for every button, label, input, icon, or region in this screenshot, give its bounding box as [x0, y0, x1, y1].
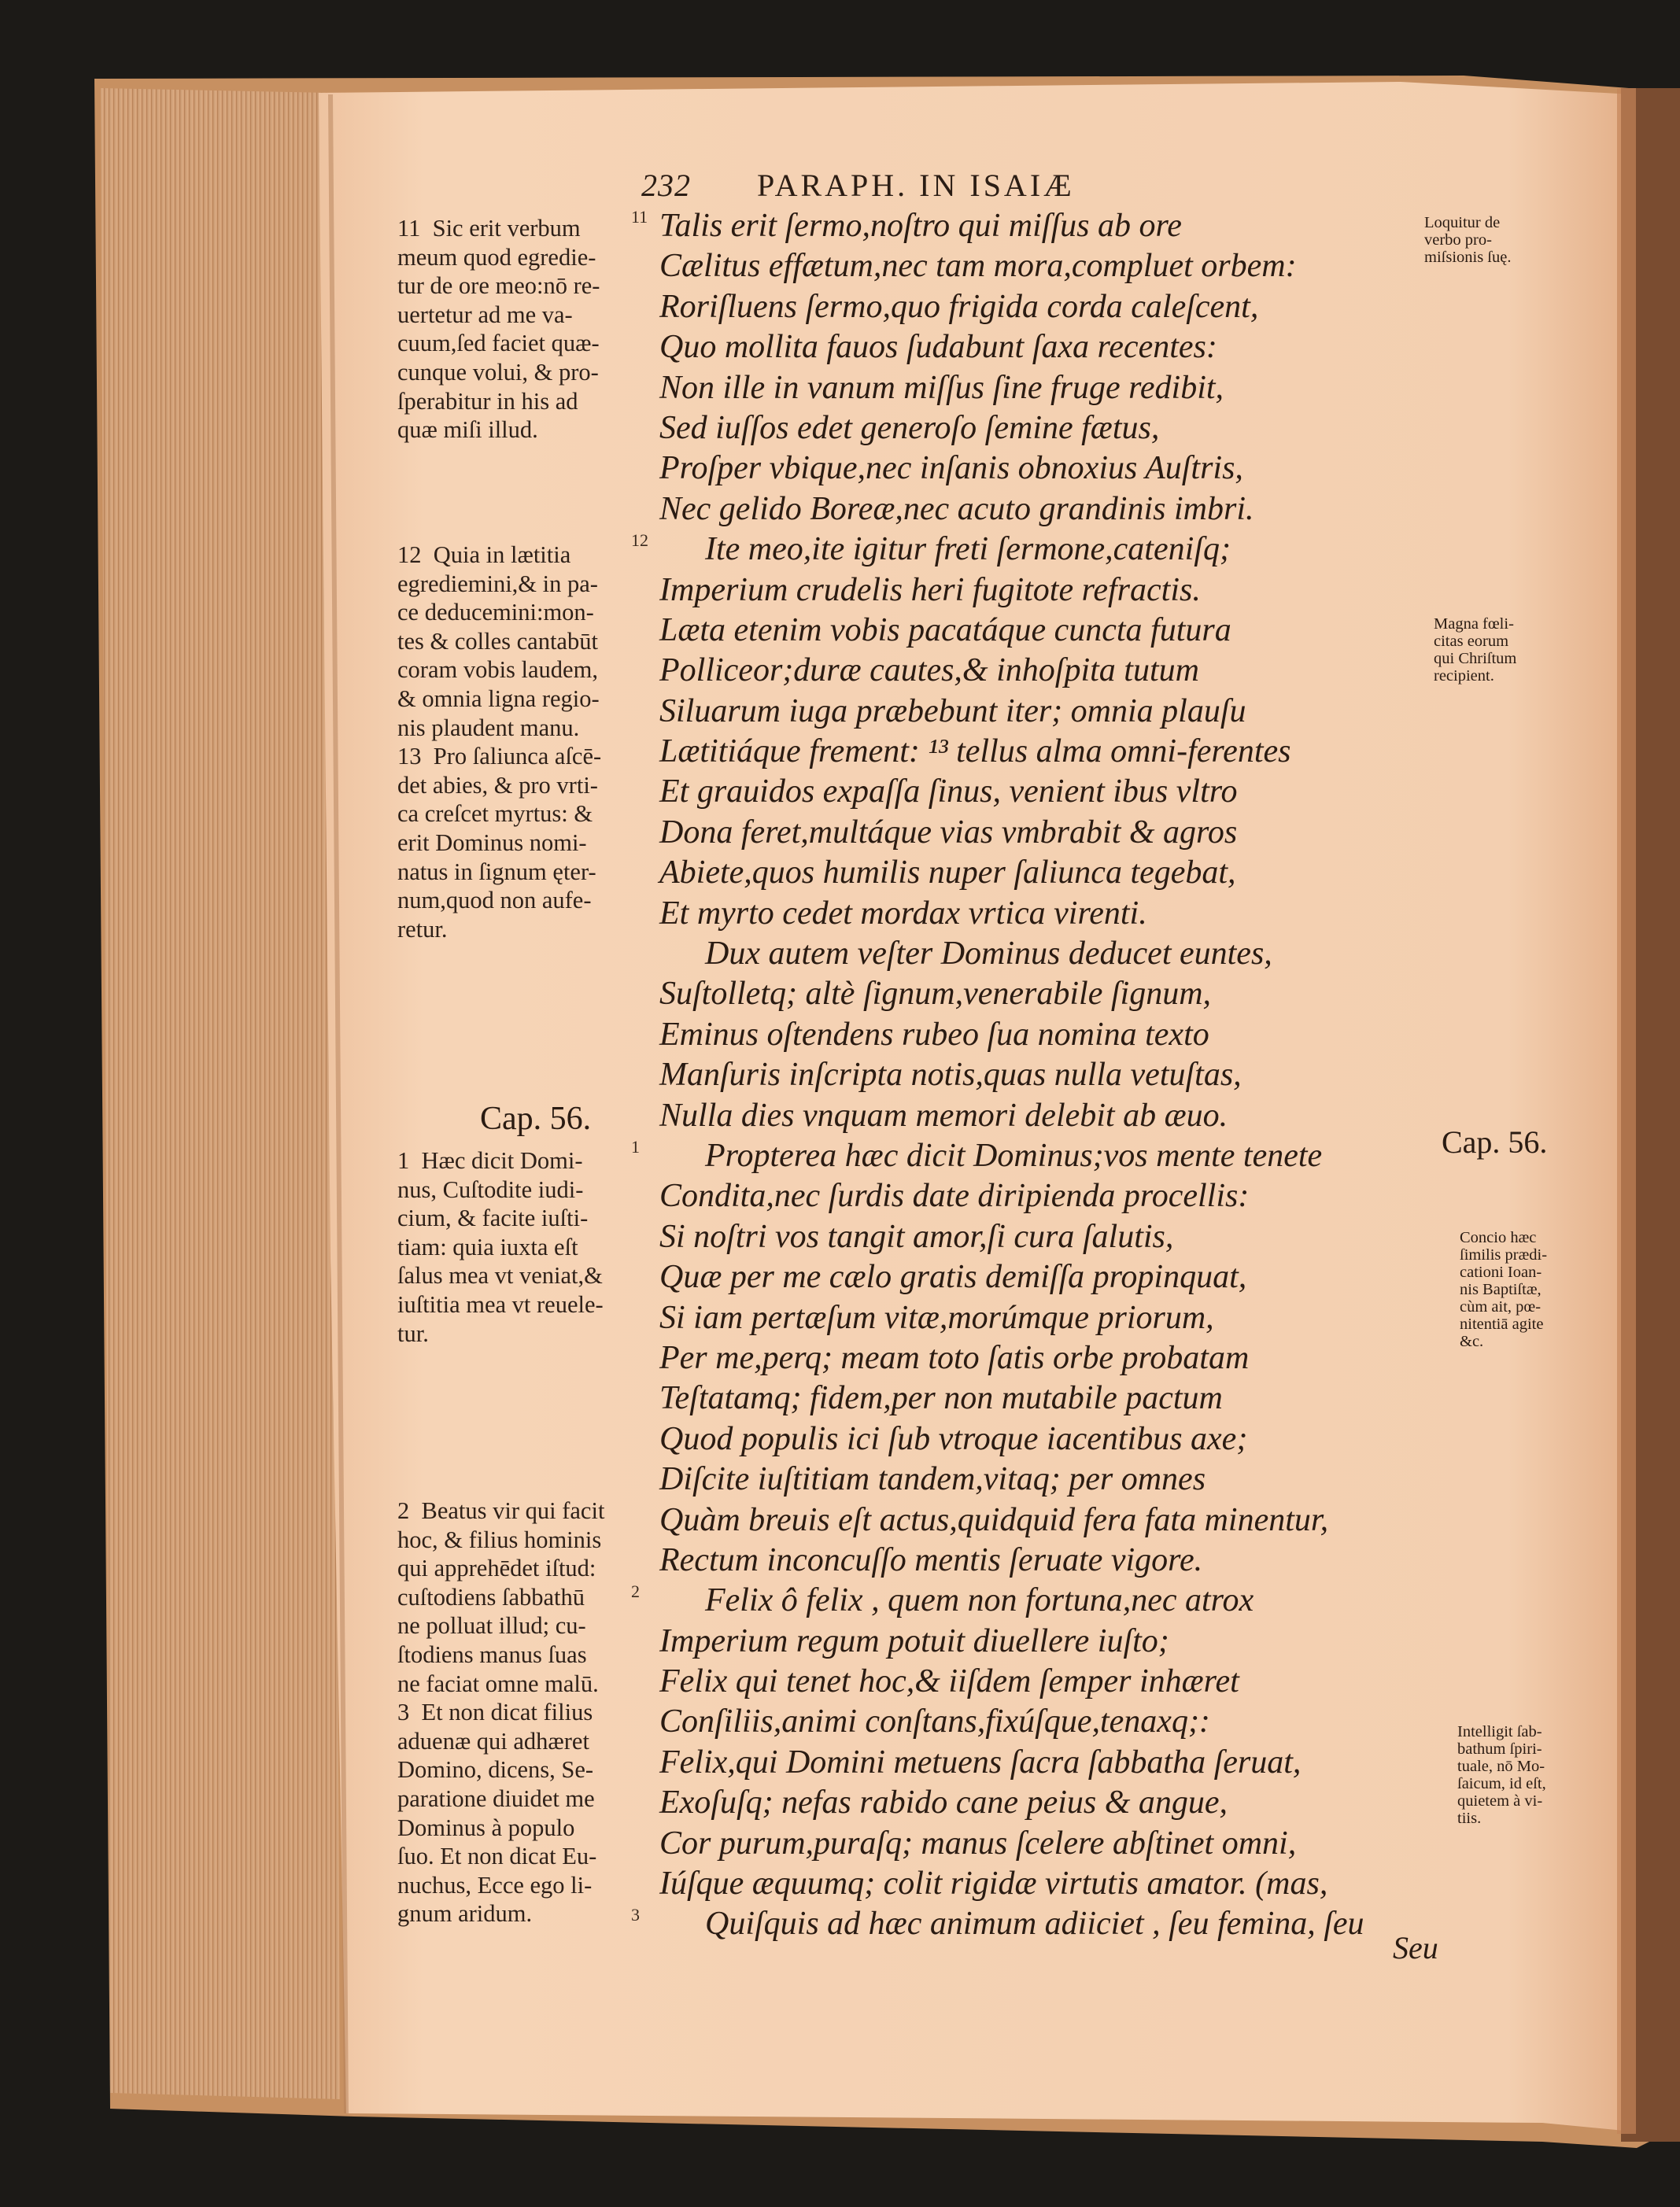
- poem-line-text: Felix,qui Domini metuens ſacra ſabbatha ſeruat,: [659, 1744, 1302, 1781]
- right-note-line: citas eorum: [1434, 633, 1509, 650]
- page-number: 232: [641, 168, 691, 203]
- right-note-line: qui Chriſtum: [1434, 650, 1517, 667]
- left-note-line: ſperabitur in his ad: [397, 387, 578, 415]
- left-note-line: tur de ore meo:nō re-: [397, 272, 600, 300]
- poem-line: [659, 489, 1446, 530]
- poem-line-text: Proſper vbique,nec inſanis obnoxius Auſtris,: [659, 450, 1243, 487]
- right-note-line: Magna fœli-: [1434, 615, 1514, 633]
- poem-line: [631, 1581, 1446, 1621]
- left-note-line: Domino, dicens, Se-: [397, 1756, 594, 1784]
- left-note-block: [397, 541, 641, 943]
- poem-line-text: Dona feret,multáque vias vmbrabit & agros: [659, 814, 1238, 851]
- left-note-line: cium, & facite iuſti-: [397, 1205, 589, 1232]
- poem-line-text: Et grauidos expaſſa ſinus, venient ibus vltro: [659, 773, 1238, 810]
- poem-line: [659, 1702, 1446, 1742]
- poem-line-text: Cælitus effætum,nec tam mora,compluet orbem:: [659, 248, 1297, 285]
- left-note-line: 3 Et non dicat filius: [397, 1699, 593, 1726]
- left-note-line: ca creſcet myrtus: &: [397, 800, 593, 828]
- left-note-line: quæ miſi illud.: [397, 416, 538, 444]
- poem-line-text: Rectum inconcuſſo mentis ſeruate vigore.: [659, 1541, 1203, 1578]
- left-note-line: gnum aridum.: [397, 1900, 533, 1928]
- catchword: Seu: [1393, 1930, 1438, 1965]
- left-note-line: retur.: [397, 915, 448, 943]
- poem-line-text: Nulla dies vnquam memori delebit ab æuo.: [659, 1097, 1228, 1134]
- verse-number: 3: [631, 1905, 640, 1925]
- left-note-block: [397, 1146, 641, 1348]
- poem-line-text: Dux autem veſter Dominus deducet euntes,: [705, 936, 1272, 972]
- poem-line-text: Roriſluens ſermo,quo frigida corda caleſcent,: [659, 288, 1259, 325]
- poem-line-text: Sed iuſſos edet generoſo ſemine fætus,: [659, 409, 1160, 446]
- poem-line-text: Conſiliis,animi conſtans,fixúſque,tenaxq;:: [659, 1703, 1210, 1740]
- poem-line-text: Imperium crudelis heri fugitote refractis.: [659, 571, 1201, 608]
- left-note-line: uertetur ad me va-: [397, 301, 573, 328]
- poem-line-text: Suſtolletq; altè ſignum,venerabile ſignum,: [659, 976, 1212, 1013]
- right-note-3: [1460, 1229, 1547, 1350]
- poem-line: [659, 611, 1446, 651]
- right-note-line: Loquitur de: [1424, 214, 1501, 231]
- left-note-line: cuſtodiens ſabbathū: [397, 1583, 585, 1611]
- poem-line: [631, 1904, 1446, 1944]
- poem-line-text: Quiſquis ad hæc animum adiiciet , ſeu femina, ſeu: [705, 1906, 1364, 1943]
- left-note-line: aduenæ qui adhæret: [397, 1727, 589, 1755]
- poem-line-text: Per me,perq; meam toto ſatis orbe probatam: [659, 1339, 1250, 1376]
- poem-line-text: Si iam pertæſum vitæ,morúmque priorum,: [659, 1299, 1214, 1336]
- right-note-line: nitentiā agite: [1460, 1316, 1544, 1333]
- poem-line: [659, 813, 1446, 853]
- poem-line: [659, 1824, 1446, 1864]
- poem-line-text: Talis erit ſermo,noſtro qui miſſus ab ore: [659, 208, 1182, 244]
- poem-line-text: Cor purum,puraſq; manus ſcelere abſtinet omni,: [659, 1825, 1297, 1862]
- poem-line: [659, 1541, 1446, 1581]
- poem-line-text: Diſcite iuſtitiam tandem,vitaq; per omnes: [659, 1461, 1206, 1498]
- right-note-line: Intelligit ſab-: [1457, 1723, 1542, 1740]
- left-note-line: & omnia ligna regio-: [397, 685, 600, 712]
- poem-line-text: Quàm breuis eſt actus,quidquid fera fata minentur,: [659, 1501, 1329, 1538]
- left-note-line: iuſtitia mea vt reuele-: [397, 1290, 604, 1318]
- poem-line-text: Quod populis ici ſub vtroque iacentibus axe;: [659, 1420, 1248, 1457]
- left-note-line: erit Dominus nomi-: [397, 829, 587, 856]
- left-note-line: tes & colles cantabūt: [397, 627, 598, 655]
- poem-line: [659, 692, 1446, 732]
- poem-line-text: Polliceor;duræ cautes,& inhoſpita tutum: [659, 652, 1199, 689]
- poem-line-text: Lætitiáque frement: ¹³ tellus alma omni-ferentes: [659, 733, 1291, 770]
- left-note-line: Dominus à populo: [397, 1814, 575, 1841]
- right-note-line: miſsionis ſuę.: [1424, 249, 1512, 266]
- poem-line: [659, 1378, 1446, 1419]
- right-note-line: verbo pro-: [1424, 231, 1492, 249]
- left-note-line: natus in ſignum ęter-: [397, 858, 596, 885]
- left-note-line: paratione diuidet me: [397, 1784, 595, 1812]
- poem-line: [659, 1419, 1446, 1460]
- right-note-line: tiis.: [1457, 1810, 1482, 1827]
- right-note-line: recipient.: [1434, 667, 1494, 685]
- poem-line-text: Felix ô felix , quem non fortuna,nec atrox: [705, 1582, 1254, 1619]
- left-note-line: nus, Cuſtodite iudi-: [397, 1175, 584, 1203]
- main-poem-text: [631, 206, 1446, 1945]
- poem-line: [659, 1217, 1446, 1257]
- left-note-line: ſalus mea vt veniat,&: [397, 1262, 603, 1290]
- left-note-line: tur.: [397, 1319, 429, 1347]
- verse-number: 2: [631, 1581, 640, 1602]
- poem-line: [659, 1055, 1446, 1095]
- left-note-line: nis plaudent manu.: [397, 714, 580, 741]
- left-note-line: ce deducemini:mon-: [397, 599, 594, 626]
- right-note-line: Concio hæc: [1460, 1229, 1537, 1246]
- chapter-heading-left: Cap. 56.: [480, 1101, 592, 1137]
- poem-line-text: Quæ per me cælo gratis demiſſa propinquat,: [659, 1259, 1247, 1296]
- poem-line-text: Eminus oſtendens rubeo ſua nomina texto: [659, 1016, 1209, 1053]
- running-header: [641, 167, 1075, 204]
- right-note-line: ſimilis prædi-: [1460, 1246, 1548, 1264]
- poem-line: [659, 1176, 1446, 1216]
- poem-line: [659, 772, 1446, 812]
- poem-line: [659, 1096, 1446, 1136]
- poem-line: [659, 408, 1446, 448]
- left-note-block: [397, 1497, 641, 1928]
- verse-number: 12: [631, 530, 648, 551]
- poem-line-text: Siluarum iuga præbebunt iter; omnia plauſu: [659, 692, 1246, 729]
- left-note-line: coram vobis laudem,: [397, 656, 598, 684]
- running-title: PARAPH. IN ISAIÆ: [757, 168, 1075, 203]
- verse-number: 11: [631, 207, 648, 227]
- left-note-line: egrediemini,& in pa-: [397, 570, 598, 597]
- poem-line: [659, 732, 1446, 772]
- poem-line-text: Et myrto cedet mordax vrtica virenti.: [659, 895, 1147, 932]
- left-note-line: ne polluat illud; cu-: [397, 1612, 586, 1640]
- poem-line: [659, 246, 1446, 286]
- left-note-line: ne faciat omne malū.: [397, 1670, 599, 1697]
- poem-line-text: Iúſque æquumq; colit rigidæ virtutis amator. (mas,: [659, 1866, 1328, 1903]
- poem-line-text: Exoſuſq; nefas rabido cane peius & angue,: [659, 1784, 1228, 1821]
- right-note-line: &c.: [1460, 1333, 1484, 1350]
- poem-line: [631, 206, 1446, 246]
- right-note-line: ſaicum, id eſt,: [1457, 1775, 1546, 1792]
- poem-line: [659, 651, 1446, 691]
- poem-line-text: Felix qui tenet hoc,& iiſdem ſemper inhæret: [659, 1663, 1239, 1700]
- poem-line-text: Quo mollita fauos ſudabunt ſaxa recentes:: [659, 329, 1217, 366]
- poem-line-text: Abiete,quos humilis nuper ſaliunca tegebat,: [659, 854, 1236, 891]
- left-note-line: num,quod non aufe-: [397, 887, 592, 914]
- poem-line-text: Manſuris inſcripta notis,quas nulla vetuſtas,: [659, 1057, 1242, 1094]
- poem-line: [659, 1783, 1446, 1823]
- left-note-line: det abies, & pro vrti-: [397, 771, 598, 799]
- left-note-line: nuchus, Ecce ego li-: [397, 1871, 593, 1899]
- poem-line: [659, 1743, 1446, 1783]
- poem-line: [659, 1500, 1446, 1541]
- poem-line-text: Non ille in vanum miſſus ſine fruge redibit,: [659, 369, 1224, 406]
- left-note-line: cunque volui, & pro-: [397, 358, 599, 386]
- poem-line: [631, 530, 1446, 570]
- left-note-line: tiam: quia iuxta eſt: [397, 1233, 578, 1260]
- poem-line-text: Ite meo,ite igitur freti ſermone,cateniſq;: [705, 531, 1231, 568]
- right-note-4: [1457, 1723, 1546, 1827]
- left-note-line: 13 Pro ſaliunca aſcē-: [397, 743, 602, 770]
- poem-line-text: Læta etenim vobis pacatáque cuncta futura: [659, 611, 1231, 648]
- left-note-line: ſuo. Et non dicat Eu-: [397, 1843, 597, 1870]
- left-note-line: ſtodiens manus ſuas: [397, 1640, 587, 1668]
- poem-line-text: Propterea hæc dicit Dominus;vos mente tenete: [705, 1137, 1323, 1174]
- poem-line-text: Teſtatamq; fidem,per non mutabile pactum: [659, 1380, 1223, 1417]
- poem-line: [659, 327, 1446, 367]
- left-note-line: 12 Quia in lætitia: [397, 541, 571, 568]
- left-note-line: hoc, & filius hominis: [397, 1526, 602, 1553]
- right-note-1: [1424, 214, 1511, 266]
- poem-line: [659, 1338, 1446, 1378]
- left-note-line: qui apprehēdet iſtud:: [397, 1555, 596, 1582]
- left-note-line: 2 Beatus vir qui facit: [397, 1497, 605, 1524]
- chapter-heading-right: Cap. 56.: [1442, 1124, 1548, 1160]
- poem-line: [659, 570, 1446, 611]
- poem-line: [659, 1298, 1446, 1338]
- right-note-2: [1434, 615, 1516, 685]
- right-note-line: cationi Ioan-: [1460, 1264, 1542, 1281]
- poem-line: [659, 1460, 1446, 1500]
- right-note-line: nis Baptiſtæ,: [1460, 1281, 1542, 1298]
- poem-line: [659, 1015, 1446, 1055]
- verse-number: 1: [631, 1136, 640, 1157]
- poem-line: [659, 934, 1446, 974]
- poem-line: [631, 1136, 1446, 1176]
- poem-line: [659, 368, 1446, 408]
- poem-line: [659, 1257, 1446, 1297]
- right-note-line: cùm ait, pœ-: [1460, 1298, 1542, 1316]
- poem-line: [659, 448, 1446, 489]
- right-note-line: bathum ſpiri-: [1457, 1740, 1542, 1758]
- poem-line: [659, 853, 1446, 893]
- poem-line: [659, 974, 1446, 1014]
- poem-line-text: Si noſtri vos tangit amor,ſi cura ſalutis,: [659, 1218, 1174, 1255]
- poem-line: [659, 1622, 1446, 1662]
- poem-line-text: Imperium regum potuit diuellere iuſto;: [659, 1622, 1169, 1659]
- poem-line: [659, 1864, 1446, 1904]
- left-note-block: [397, 214, 641, 445]
- poem-line-text: Condita,nec ſurdis date diripienda procellis:: [659, 1178, 1250, 1215]
- right-note-line: tuale, nō Mo-: [1457, 1758, 1545, 1775]
- poem-line: [659, 894, 1446, 934]
- left-note-line: meum quod egredie-: [397, 243, 596, 271]
- poem-line: [659, 1662, 1446, 1702]
- left-note-line: cuum,ſed faciet quæ-: [397, 330, 600, 357]
- left-note-line: 1 Hæc dicit Domi-: [397, 1147, 583, 1174]
- left-note-line: 11 Sic erit verbum: [397, 215, 581, 242]
- poem-line-text: Nec gelido Boreæ,nec acuto grandinis imbri.: [659, 490, 1254, 527]
- right-note-line: quietem à vi-: [1457, 1792, 1543, 1810]
- poem-line: [659, 287, 1446, 327]
